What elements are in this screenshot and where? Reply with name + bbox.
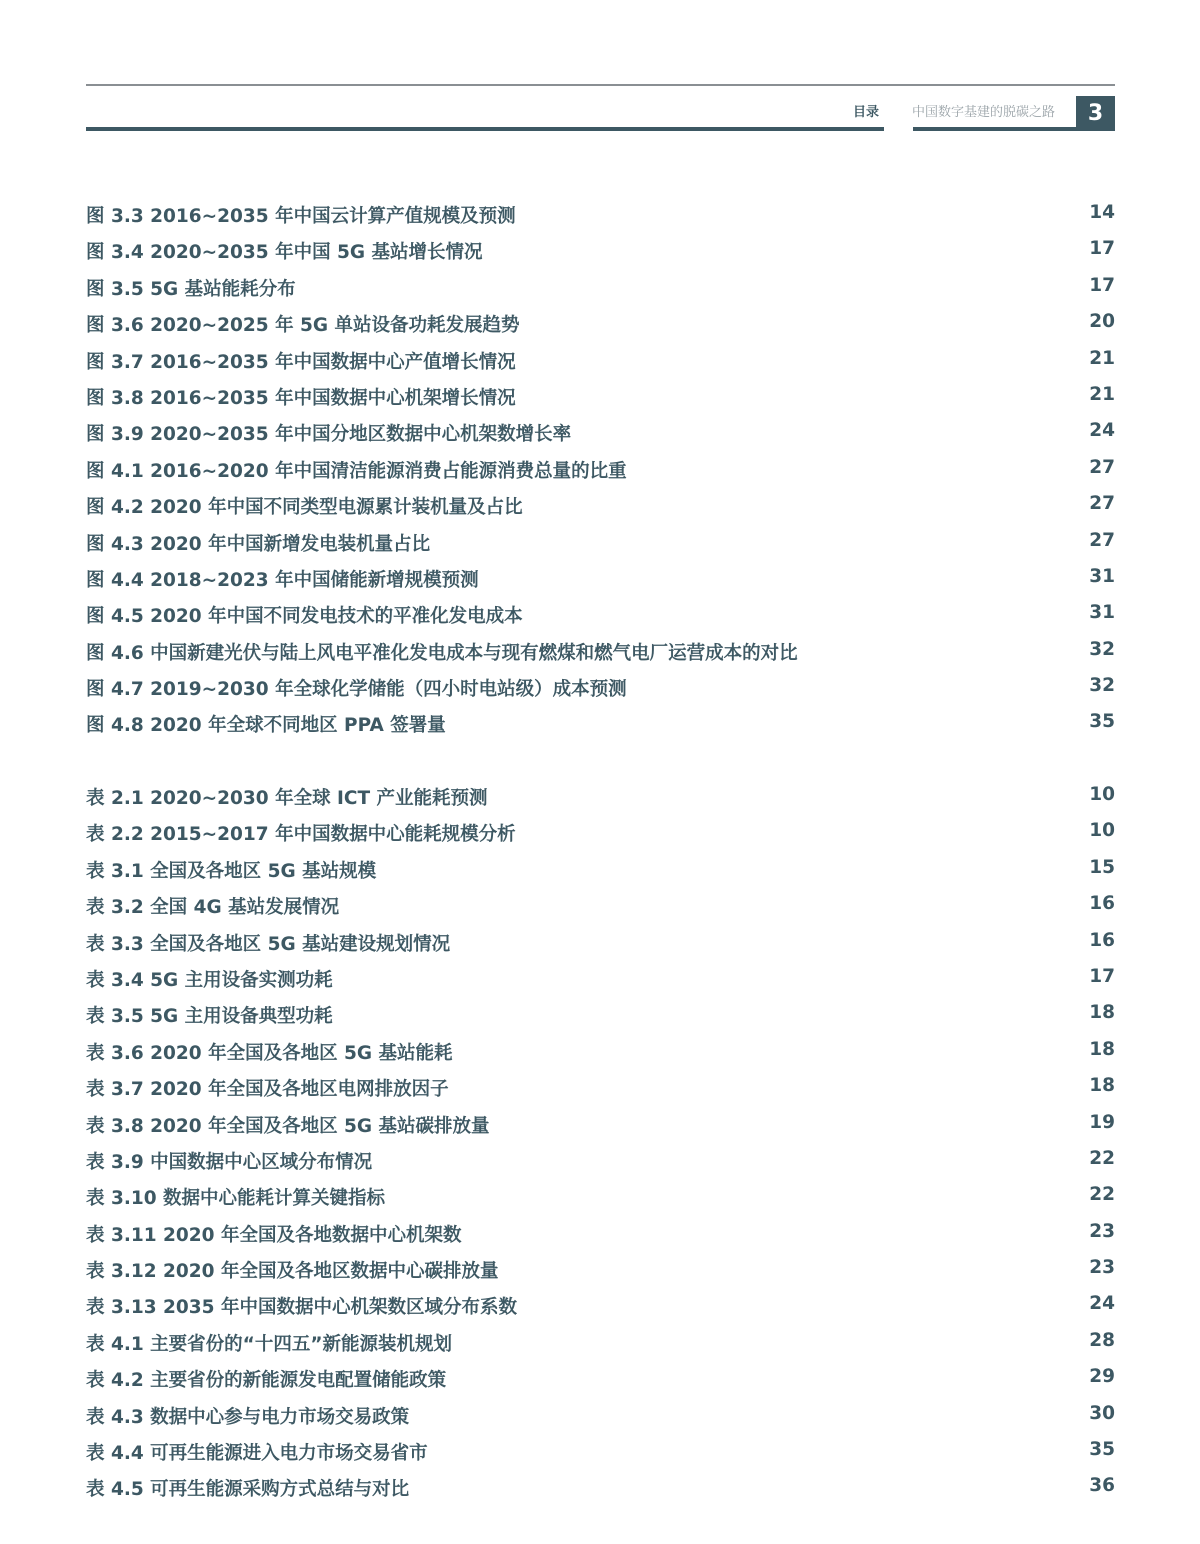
toc-entry[interactable] xyxy=(86,416,1115,452)
toc-entry-label: 表 2.2 2015~2017 年中国数据中心能耗规模分析 xyxy=(86,824,516,846)
figure-list xyxy=(86,198,1115,744)
toc-entry-label: 表 4.4 可再生能源进入电力市场交易省市 xyxy=(86,1443,428,1465)
toc-entry[interactable] xyxy=(86,962,1115,998)
toc-entry-page: 35 xyxy=(1089,711,1115,733)
toc-entry[interactable] xyxy=(86,271,1115,307)
toc-entry-label: 表 3.11 2020 年全国及各地数据中心机架数 xyxy=(86,1224,462,1246)
toc-entry-label: 图 4.2 2020 年中国不同类型电源累计装机量及占比 xyxy=(86,497,523,519)
toc-entry[interactable] xyxy=(86,998,1115,1034)
toc-entry-label: 表 3.4 5G 主用设备实测功耗 xyxy=(86,969,333,991)
toc-entry-label: 图 4.3 2020 年中国新增发电装机量占比 xyxy=(86,533,431,555)
toc-entry-label: 表 3.9 中国数据中心区域分布情况 xyxy=(86,1151,373,1173)
toc-entry[interactable] xyxy=(86,562,1115,598)
toc-entry[interactable] xyxy=(86,889,1115,925)
header-section-label: 目录 xyxy=(853,105,880,120)
toc-entry-page: 10 xyxy=(1089,784,1115,805)
toc-entry-label: 图 3.7 2016~2035 年中国数据中心产值增长情况 xyxy=(86,351,516,373)
toc-entry[interactable] xyxy=(86,635,1115,671)
toc-entry-label: 图 4.4 2018~2023 年中国储能新增规模预测 xyxy=(86,569,479,591)
toc-entry[interactable] xyxy=(86,926,1115,962)
toc-entry[interactable] xyxy=(86,526,1115,562)
toc-entry[interactable] xyxy=(86,453,1115,489)
toc-entry-label: 表 3.1 全国及各地区 5G 基站规模 xyxy=(86,860,377,882)
toc-entry-page: 24 xyxy=(1089,420,1115,442)
toc-entry[interactable] xyxy=(86,707,1115,743)
header-rule-left xyxy=(86,127,884,131)
toc-entry[interactable] xyxy=(86,1144,1115,1180)
toc-entry-label: 表 3.10 数据中心能耗计算关键指标 xyxy=(86,1188,386,1210)
toc-entry-page: 21 xyxy=(1089,347,1115,369)
toc-entry-label: 图 3.6 2020~2025 年 5G 单站设备功耗发展趋势 xyxy=(86,315,520,337)
table-list xyxy=(86,780,1115,1508)
toc-entry[interactable] xyxy=(86,1471,1115,1507)
toc-entry-label: 表 3.8 2020 年全国及各地区 5G 基站碳排放量 xyxy=(86,1115,490,1137)
header-doc-title: 中国数字基建的脱碳之路 xyxy=(912,105,1056,120)
toc-entry[interactable] xyxy=(86,1399,1115,1435)
toc-entry-page: 15 xyxy=(1089,856,1115,878)
toc-entry-page: 18 xyxy=(1089,1038,1115,1060)
toc-entry[interactable] xyxy=(86,1108,1115,1144)
toc-entry-page: 18 xyxy=(1089,1075,1115,1097)
toc-entry[interactable] xyxy=(86,1362,1115,1398)
toc-entry-label: 表 3.7 2020 年全国及各地区电网排放因子 xyxy=(86,1079,449,1101)
toc-entry[interactable] xyxy=(86,816,1115,852)
toc-entry-page: 27 xyxy=(1089,493,1115,515)
toc-entry-page: 22 xyxy=(1089,1184,1115,1206)
toc-entry[interactable] xyxy=(86,1035,1115,1071)
toc-entry-page: 19 xyxy=(1089,1111,1115,1133)
toc-entry-page: 14 xyxy=(1089,202,1115,223)
toc-entry-label: 表 3.3 全国及各地区 5G 基站建设规划情况 xyxy=(86,933,451,955)
toc-entry-page: 32 xyxy=(1089,638,1115,660)
toc-entry-page: 17 xyxy=(1089,965,1115,987)
toc-entry-label: 图 4.6 中国新建光伏与陆上风电平准化发电成本与现有燃煤和燃气电厂运营成本的对比 xyxy=(86,642,798,664)
top-rule xyxy=(86,84,1115,86)
toc-entry-label: 图 3.5 5G 基站能耗分布 xyxy=(86,278,296,300)
toc-entry[interactable] xyxy=(86,234,1115,270)
page-number-badge: 3 xyxy=(1076,96,1115,131)
toc-entry-page: 10 xyxy=(1089,820,1115,842)
toc-entry-page: 31 xyxy=(1089,565,1115,587)
toc-entry[interactable] xyxy=(86,853,1115,889)
toc-entry-label: 表 3.2 全国 4G 基站发展情况 xyxy=(86,897,340,919)
toc-entry-label: 图 3.9 2020~2035 年中国分地区数据中心机架数增长率 xyxy=(86,424,572,446)
toc-entry-page: 21 xyxy=(1089,383,1115,405)
toc-entry[interactable] xyxy=(86,1071,1115,1107)
toc-entry-label: 表 3.12 2020 年全国及各地区数据中心碳排放量 xyxy=(86,1261,499,1283)
toc-entry-page: 31 xyxy=(1089,602,1115,624)
toc-entry-page: 17 xyxy=(1089,238,1115,260)
toc-entry[interactable] xyxy=(86,198,1115,234)
toc-entry-page: 27 xyxy=(1089,529,1115,551)
toc-entry-label: 表 3.13 2035 年中国数据中心机架数区域分布系数 xyxy=(86,1297,517,1319)
toc-entry[interactable] xyxy=(86,780,1115,816)
toc-entry-page: 17 xyxy=(1089,274,1115,296)
toc-entry-label: 图 4.5 2020 年中国不同发电技术的平准化发电成本 xyxy=(86,606,523,628)
toc-entry-page: 36 xyxy=(1089,1475,1115,1497)
toc-entry-page: 32 xyxy=(1089,675,1115,697)
toc-entry-label: 表 3.5 5G 主用设备典型功耗 xyxy=(86,1006,333,1028)
toc-entry-label: 图 3.8 2016~2035 年中国数据中心机架增长情况 xyxy=(86,387,516,409)
toc-entry[interactable] xyxy=(86,307,1115,343)
toc-entry[interactable] xyxy=(86,598,1115,634)
toc-entry-page: 16 xyxy=(1089,929,1115,951)
toc-entry-page: 35 xyxy=(1089,1439,1115,1461)
header-rule-right xyxy=(913,127,1076,131)
toc-entry-page: 24 xyxy=(1089,1293,1115,1315)
toc-entry[interactable] xyxy=(86,1289,1115,1325)
toc-entry-page: 20 xyxy=(1089,311,1115,333)
toc-entry-page: 16 xyxy=(1089,893,1115,915)
toc-entry[interactable] xyxy=(86,489,1115,525)
toc-entry[interactable] xyxy=(86,380,1115,416)
toc-entry-label: 表 4.3 数据中心参与电力市场交易政策 xyxy=(86,1406,410,1428)
toc-entry-label: 图 4.1 2016~2020 年中国清洁能源消费占能源消费总量的比重 xyxy=(86,460,627,482)
toc-entry-label: 表 4.1 主要省份的“十四五”新能源装机规划 xyxy=(86,1333,452,1355)
toc-entry-label: 表 4.5 可再生能源采购方式总结与对比 xyxy=(86,1479,410,1501)
toc-entry[interactable] xyxy=(86,1326,1115,1362)
toc-entry-label: 图 3.4 2020~2035 年中国 5G 基站增长情况 xyxy=(86,242,483,264)
toc-entry-label: 图 4.7 2019~2030 年全球化学储能（四小时电站级）成本预测 xyxy=(86,679,627,701)
toc-entry-page: 23 xyxy=(1089,1220,1115,1242)
toc-entry-page: 28 xyxy=(1089,1329,1115,1351)
toc-entry-label: 表 4.2 主要省份的新能源发电配置储能政策 xyxy=(86,1370,447,1392)
toc-entry[interactable] xyxy=(86,344,1115,380)
toc-entry[interactable] xyxy=(86,1180,1115,1216)
toc-entry-label: 表 3.6 2020 年全国及各地区 5G 基站能耗 xyxy=(86,1042,453,1064)
toc-entry-page: 23 xyxy=(1089,1257,1115,1279)
toc-entry-page: 30 xyxy=(1089,1402,1115,1424)
toc-entry[interactable] xyxy=(86,1217,1115,1253)
toc-entry[interactable] xyxy=(86,1253,1115,1289)
toc-entry-label: 图 3.3 2016~2035 年中国云计算产值规模及预测 xyxy=(86,206,516,227)
toc-entry[interactable] xyxy=(86,1435,1115,1471)
toc-entry-page: 22 xyxy=(1089,1147,1115,1169)
toc-entry-page: 27 xyxy=(1089,456,1115,478)
toc-entry[interactable] xyxy=(86,671,1115,707)
toc-entry-label: 图 4.8 2020 年全球不同地区 PPA 签署量 xyxy=(86,715,446,737)
toc-entry-label: 表 2.1 2020~2030 年全球 ICT 产业能耗预测 xyxy=(86,788,488,809)
toc-entry-page: 18 xyxy=(1089,1002,1115,1024)
toc-entry-page: 29 xyxy=(1089,1366,1115,1388)
